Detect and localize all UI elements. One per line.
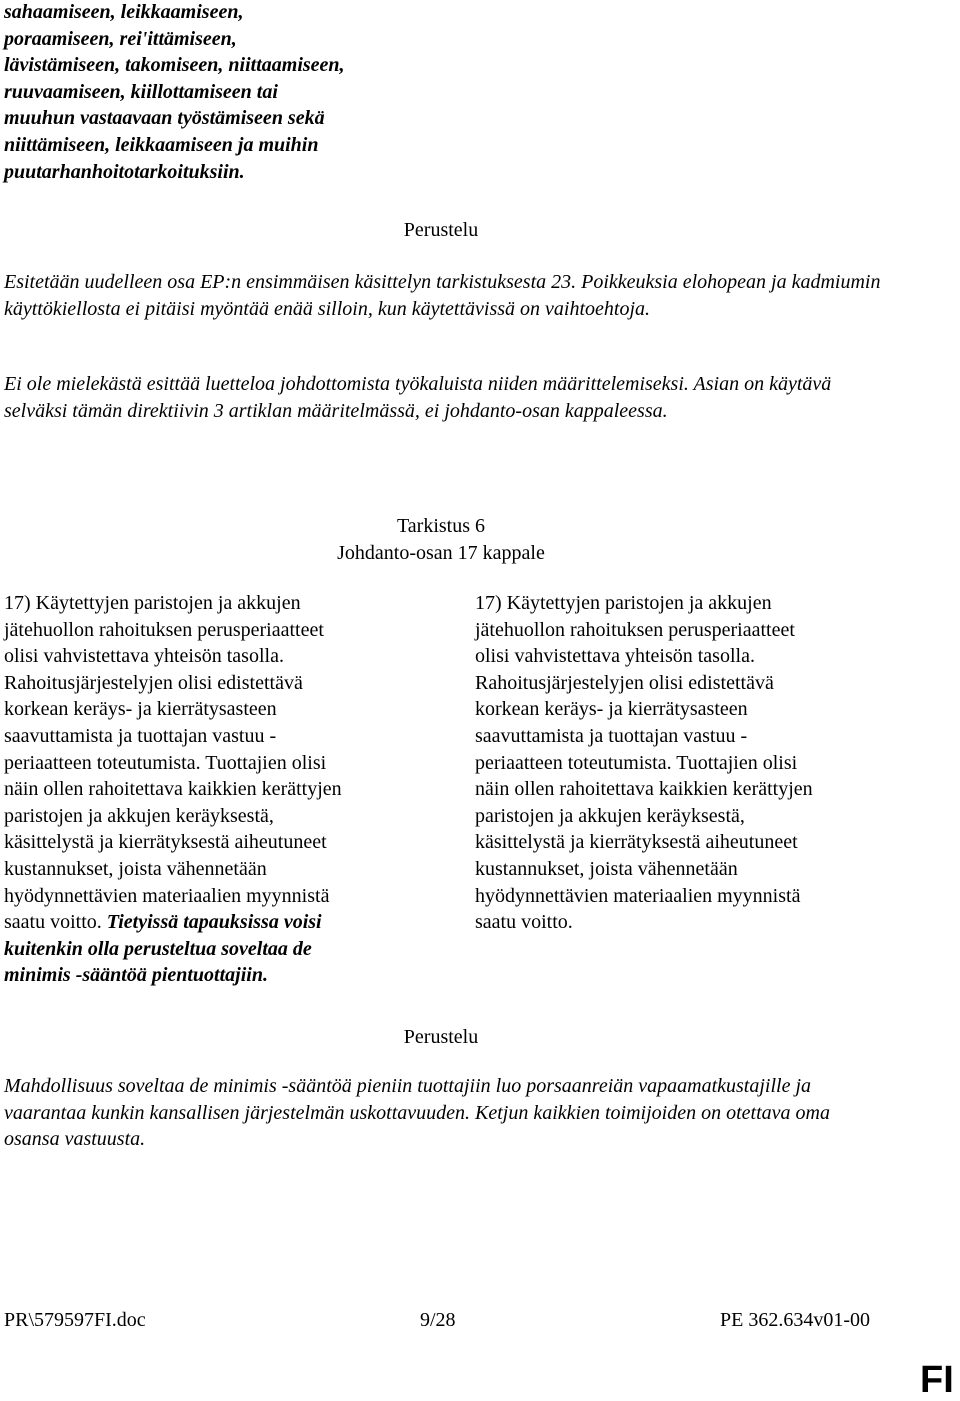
amendment-left-plain-text: 17) Käytettyjen paristojen ja akkujen jätehuollon rahoituksen perusperiaatteet olisi vahvistettava yhteisön tasolla. Rahoitusjärjestelyjen olisi edistettävä korkean keräys- ja kierrätysasteen saavuttamista ja tuottajan vastuu - periaatteen toteutumista. Tuottajien olisi näin ollen rahoitettava kaikkien kerättyjen paristojen ja akkujen keräyksestä, käsittelystä ja kierrätyksestä aiheutuneet kustannukset, joista vähennetään hyödynnettävien materiaalien myynnistä saatu voitto.	[4, 592, 342, 934]
amendment-left-column	[4, 590, 444, 989]
previous-amendment-tail: sahaamiseen, leikkaamiseen, poraamiseen, rei'ittämiseen, lävistämiseen, takomiseen, niittaamiseen, ruuvaamiseen, kiillottamiseen tai muuhun vastaavaan työstämiseen sekä niittämiseen, leikkaamiseen ja muihin puutarhanhoitotarkoituksiin.	[4, 1, 345, 183]
justification-1-paragraph-2: Ei ole mielekästä esittää luetteloa johdottomista työkaluista niiden määrittelemiseksi. Asian on käytävä selväksi tämän direktiivin 3 artiklan määritelmässä, ei johdanto-osan kappaleessa.	[4, 373, 832, 422]
amendment-right-column: 17) Käytettyjen paristojen ja akkujen jätehuollon rahoituksen perusperiaatteet olisi vahvistettava yhteisön tasolla. Rahoitusjärjestelyjen olisi edistettävä korkean keräys- ja kierrätysasteen saavuttamista ja tuottajan vastuu - periaatteen toteutumista. Tuottajien olisi näin ollen rahoitettava kaikkien kerättyjen paristojen ja akkujen keräyksestä, käsittelystä ja kierrätyksestä aiheutuneet kustannukset, joista vähennetään hyödynnettävien materiaalien myynnistä saatu voitto.	[475, 592, 813, 934]
amendment-subtitle: Johdanto-osan 17 kappale	[337, 542, 545, 564]
justification-1-paragraph-1: Esitetään uudelleen osa EP:n ensimmäisen käsittelyn tarkistuksesta 23. Poikkeuksia elohopean ja kadmiumin käyttökiellosta ei pitäisi myöntää enää silloin, kun käytettävissä on vaihtoehtoja.	[4, 271, 881, 320]
footer-language-code: FI	[920, 1359, 954, 1401]
footer-doc-reference: PR\579597FI.doc	[4, 1309, 146, 1331]
justification-2-paragraph: Mahdollisuus soveltaa de minimis -sääntöä pieniin tuottajiin luo porsaanreiän vapaamatkustajille ja vaarantaa kunkin kansallisen järjestelmän uskottavuuden. Ketjun kaikkien toimijoiden on otettava oma osansa vastuusta.	[4, 1075, 830, 1151]
justification-heading-2: Perustelu	[403, 1026, 479, 1048]
amendment-left-bold-addition: Tietyissä tapauksissa voisi kuitenkin olla perusteltua soveltaa de minimis -sääntöä pientuottajiin.	[4, 911, 322, 987]
justification-heading-1: Perustelu	[403, 219, 479, 241]
footer-pe-reference: PE 362.634v01-00	[720, 1309, 870, 1331]
footer-page-number: 9/28	[420, 1309, 456, 1331]
amendment-title: Tarkistus 6	[396, 515, 486, 537]
